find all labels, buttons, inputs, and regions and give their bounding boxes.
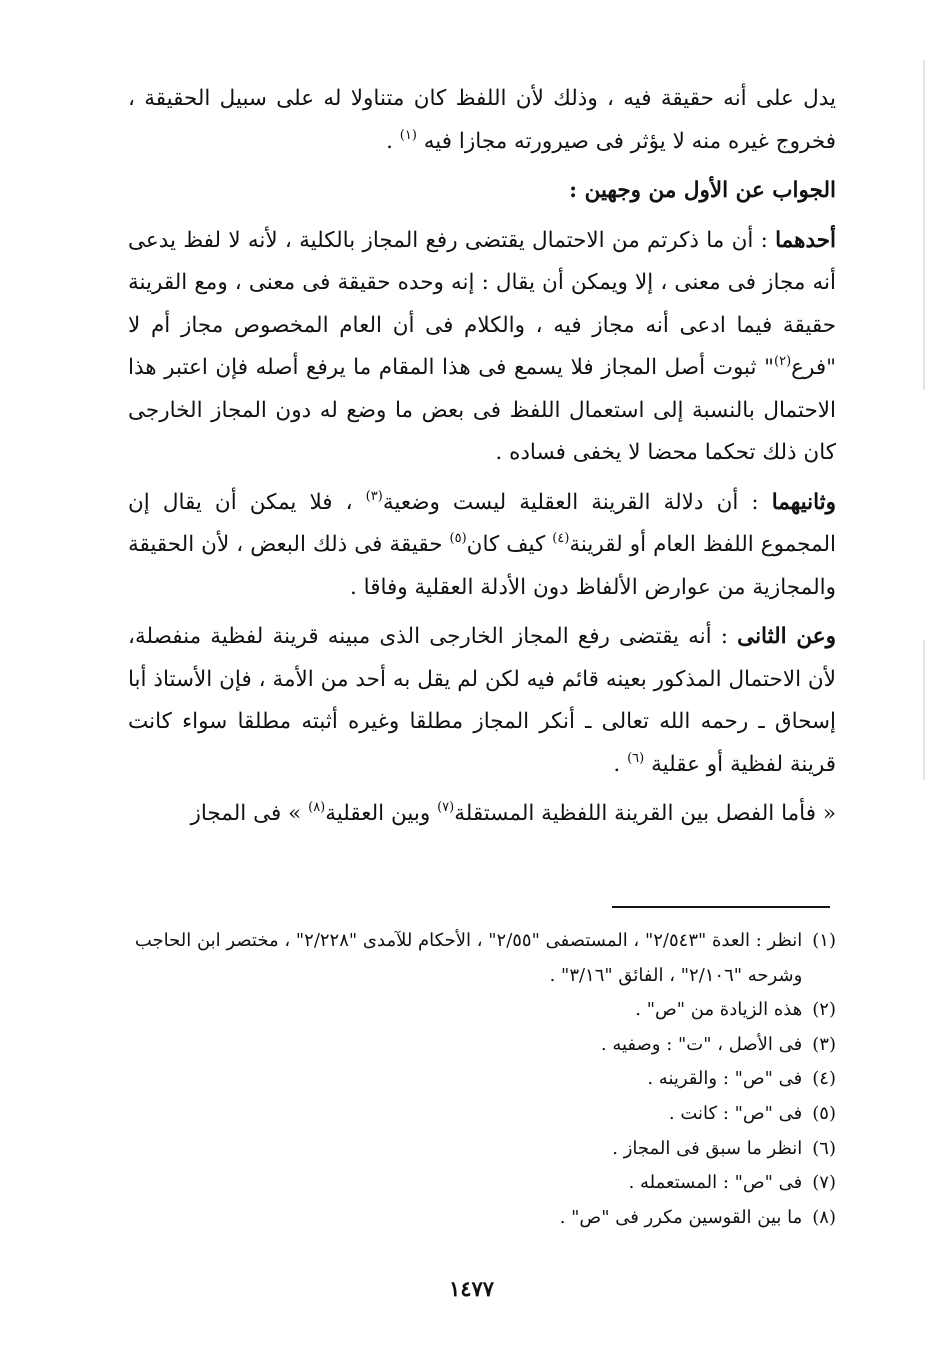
footnote-ref-3: (٣) [365,488,383,504]
paragraph-1-end: . [386,128,393,154]
paragraph-3-text-b: ، فلا يمكن أن يقال إن المجموع اللفظ العام أو لقرينة [128,489,836,557]
footnote-number: (٧) [812,1172,836,1194]
footnote-ref-8: (٨) [308,800,326,815]
scan-edge-mark [923,640,925,780]
paragraph-2-text-b: " ثبوت أصل المجاز فلا يسمع فى هذا المقام ما يرفع أصله فإن اعتبر هذا الاحتمال بالنسبة إلى استعمال اللفظ فى بعض ما وضع له دون المجاز الخارجى كان ذلك تحكما محضا لا يخفى فساده . [128,355,836,465]
footnote-ref-2: (٢) [774,354,792,369]
footnote-ref-4: (٤) [552,531,570,546]
paragraph-2-lead: أحدهما [775,227,836,253]
footnote-item [128,1201,836,1236]
paragraph-5-text-a: « فأما الفصل بين القرينة اللفظية المستقلة [454,801,836,826]
main-text [128,78,836,843]
footnote-ref-6: (٦) [627,750,645,766]
footnote-text: انظر ما سبق فى المجاز . [612,1137,803,1159]
footnote-item [128,1097,836,1132]
footnote-text: ما بين القوسين مكرر فى "ص" . [559,1206,803,1228]
footnote-separator [612,906,830,908]
footnote-text: فى "ص" : كانت . [668,1102,803,1124]
footnote-number: (٨) [812,1206,836,1228]
paragraph-1-text: يدل على أنه حقيقة فيه ، وذلك لأن اللفظ كان متناولا له على سبيل الحقيقة ، فخروج غيره منه لا يؤثر فى صيرورته مجازا فيه [128,86,836,154]
section-heading: الجواب عن الأول من وجهين : [569,178,836,203]
paragraph-4-end: . [613,751,621,777]
paragraph-4-text: : أنه يقتضى رفع المجاز الخارجى الذى مبينه قرينة لفظية منفصلة، لأن الاحتمال المذكور بعينه قائم فيه لكن لم يقل به أحد من الأمة ، فإن الأستاذ أبا إسحاق ـ رحمه الله تعالى ـ أنكر المجاز مطلقا وغيره أثبته مطلقا سواء كانت قرينة لفظية أو عقلية [128,624,836,777]
footnote-item [128,1062,836,1097]
footnote-ref-7: (٧) [437,800,455,815]
footnote-text: فى "ص" : المستعمله . [628,1172,803,1194]
footnote-ref-1: (١) [399,127,417,143]
footnotes-list [128,924,836,1235]
footnote-text: هذه الزيادة من "ص" . [635,999,803,1021]
page-number: ١٤٧٧ [448,1276,495,1301]
footnote-number: (٢) [812,999,836,1021]
footnote-item [128,1132,836,1167]
paragraph-3-text-a: : أن دلالة القرينة العقلية ليست وضعية [382,489,759,515]
paragraph-5-text-b: وبين العقلية [325,801,431,826]
footnote-number: (٥) [812,1102,836,1124]
paragraph-4 [128,616,836,786]
footnote-number: (١) [812,930,836,951]
paragraph-3 [128,482,836,610]
footnote-item [128,1028,836,1063]
footnote-text: فى "ص" : والقرينه . [647,1068,803,1090]
paragraph-1 [128,78,836,163]
paragraph-3-text-c: كيف كان [466,532,546,557]
footnote-number: (٣) [812,1033,836,1055]
footnote-number: (٦) [812,1137,836,1159]
footnote-text: انظر : العدة "٢/٥٤٣" ، المستصفى "٢/٥٥" ، الأحكام للآمدى "٢/٢٢٨" ، مختصر ابن الحاجب وشرحه "٢/١٠٦" ، الفائق "٣/١٦" . [134,930,803,986]
paragraph-2 [128,220,836,475]
footnote-number: (٤) [812,1068,836,1090]
footnote-item [128,993,836,1028]
paragraph-3-text-d: حقيقة فى ذلك البعض ، لأن الحقيقة والمجازية من عوارض الألفاظ دون الأدلة العقلية وفاقا . [128,532,836,600]
footnote-item [128,924,836,993]
paragraph-3-lead: وثانيهما [771,489,837,515]
paragraph-5-text-c: » فى المجاز [190,801,302,826]
paragraph-4-lead: وعن الثانى [737,624,836,649]
paragraph-5 [128,793,836,836]
footnote-text: فى الأصل ، "ت" : وصفيه . [600,1033,803,1055]
footnote-ref-5: (٥) [449,531,467,546]
paragraph-2-text-a: : أن ما ذكرتم من الاحتمال يقتضى رفع المجاز بالكلية ، لأنه لا لفظ يدعى أنه مجاز فى معنى ، إلا ويمكن أن يقال : إنه وحده حقيقة فى معنى ، ومع القرينة حقيقة فيما ادعى أنه مجاز فيه ، والكلام فى أن العام المخصوص مجاز أم لا "فرع [128,227,836,380]
footnote-item [128,1166,836,1201]
scan-edge-mark [923,60,925,390]
